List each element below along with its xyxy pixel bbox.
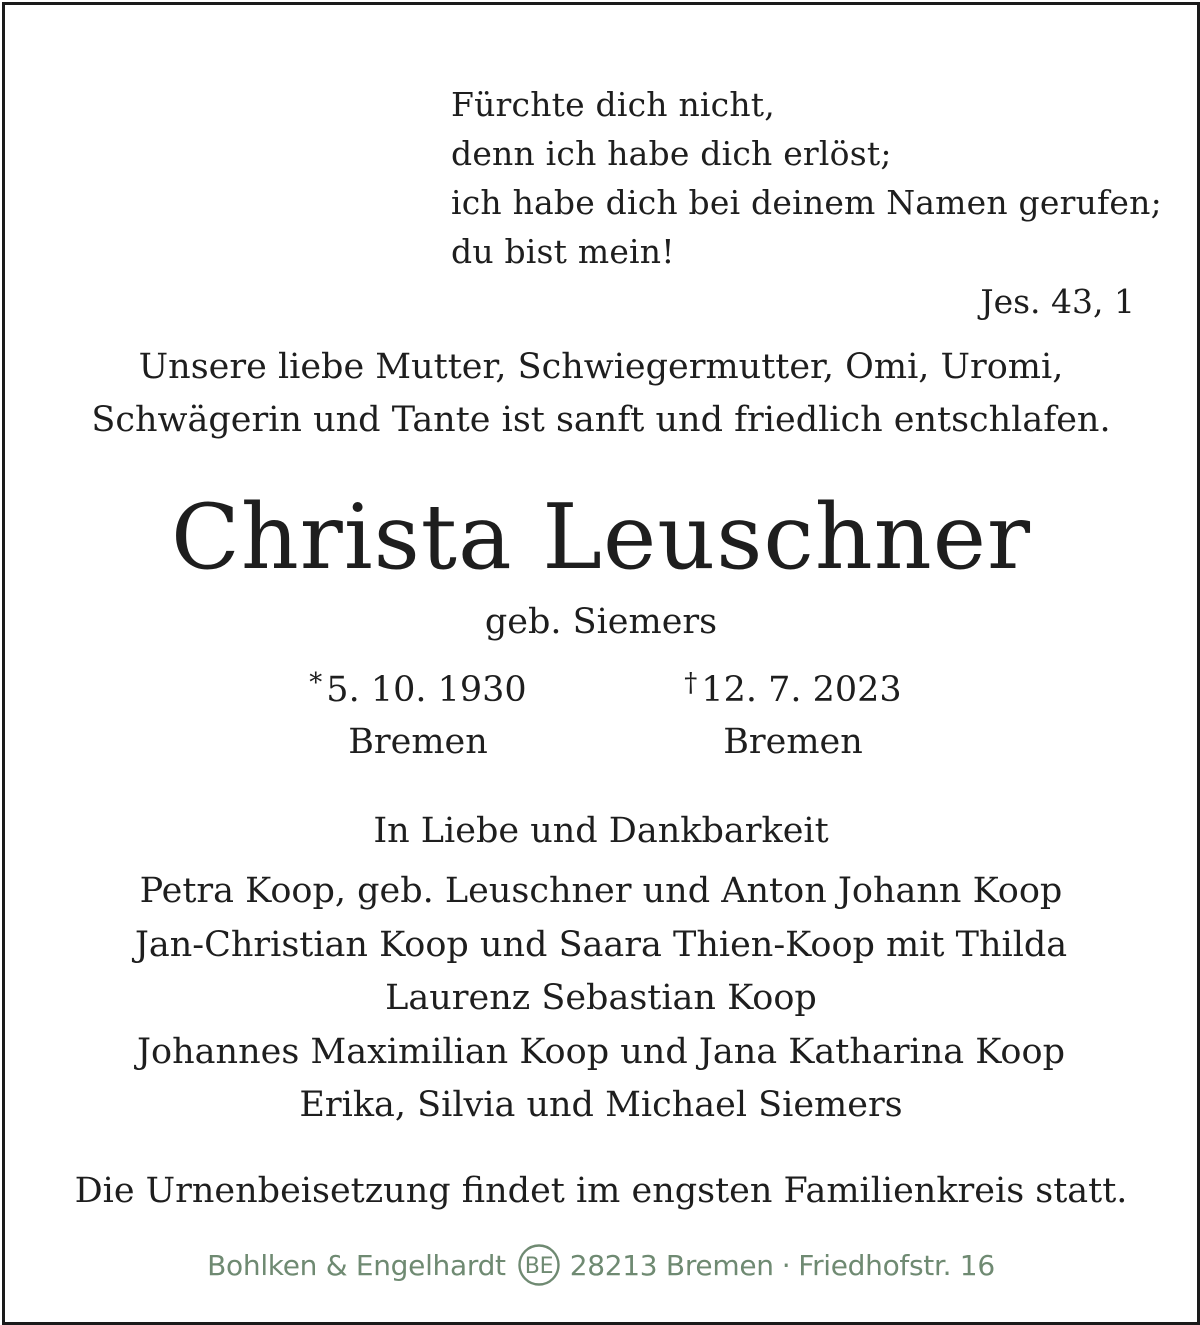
death-place: Bremen <box>723 722 863 762</box>
mourner-line: Petra Koop, geb. Leuschner und Anton Johann Koop <box>139 871 1063 911</box>
deceased-name: Christa Leuschner <box>170 485 1032 590</box>
mourner-line: Laurenz Sebastian Koop <box>385 978 817 1018</box>
burial-notice: Die Urnenbeisetzung findet im engsten Familienkreis statt. <box>74 1171 1128 1211</box>
funeral-home-name: Bohlken & Engelhardt <box>207 1248 506 1282</box>
mourner-line: Jan-Christian Koop und Saara Thien-Koop mit Thilda <box>134 924 1068 965</box>
funeral-home-logo-icon <box>517 1243 561 1287</box>
intro-text <box>5 341 1197 447</box>
verse-line-4: du bist mein! <box>451 232 675 271</box>
intro-line-2: Schwägerin und Tante ist sanft und friedlich entschlafen. <box>91 400 1111 440</box>
dagger-icon: † <box>684 668 698 698</box>
intro-line-1: Unsere liebe Mutter, Schwiegermutter, Omi, Uromi, <box>138 347 1064 387</box>
birth-info <box>278 657 558 768</box>
funeral-home-street: Friedhofstr. 16 <box>798 1248 995 1282</box>
verse-reference: Jes. 43, 1 <box>980 282 1135 321</box>
funeral-home-city: 28213 Bremen <box>569 1248 774 1282</box>
funeral-home-footer <box>5 1241 1197 1289</box>
verse-line-2: denn ich habe dich erlöst; <box>451 134 892 173</box>
verse-line-1: Fürchte dich nicht, <box>451 85 775 124</box>
star-icon: * <box>309 668 323 698</box>
death-date: 12. 7. 2023 <box>701 670 902 710</box>
mourners-list <box>5 865 1197 1133</box>
verse-line-3: ich habe dich bei deinem Namen gerufen; <box>451 183 1162 222</box>
birth-date-row <box>278 657 558 716</box>
bible-verse <box>451 80 1162 276</box>
mourner-line: Erika, Silvia und Michael Siemers <box>299 1085 903 1125</box>
birth-place: Bremen <box>348 722 488 762</box>
logo-letters: BE <box>524 1254 553 1279</box>
closing-phrase: In Liebe und Dankbarkeit <box>373 811 829 851</box>
death-date-row <box>653 657 933 716</box>
maiden-name: geb. Siemers <box>484 602 718 642</box>
mourner-line: Johannes Maximilian Koop und Jana Katharina Koop <box>137 1031 1065 1072</box>
birth-date: 5. 10. 1930 <box>326 670 527 710</box>
obituary-frame <box>2 2 1200 1325</box>
footer-separator: · <box>781 1248 791 1282</box>
death-info <box>653 657 933 768</box>
